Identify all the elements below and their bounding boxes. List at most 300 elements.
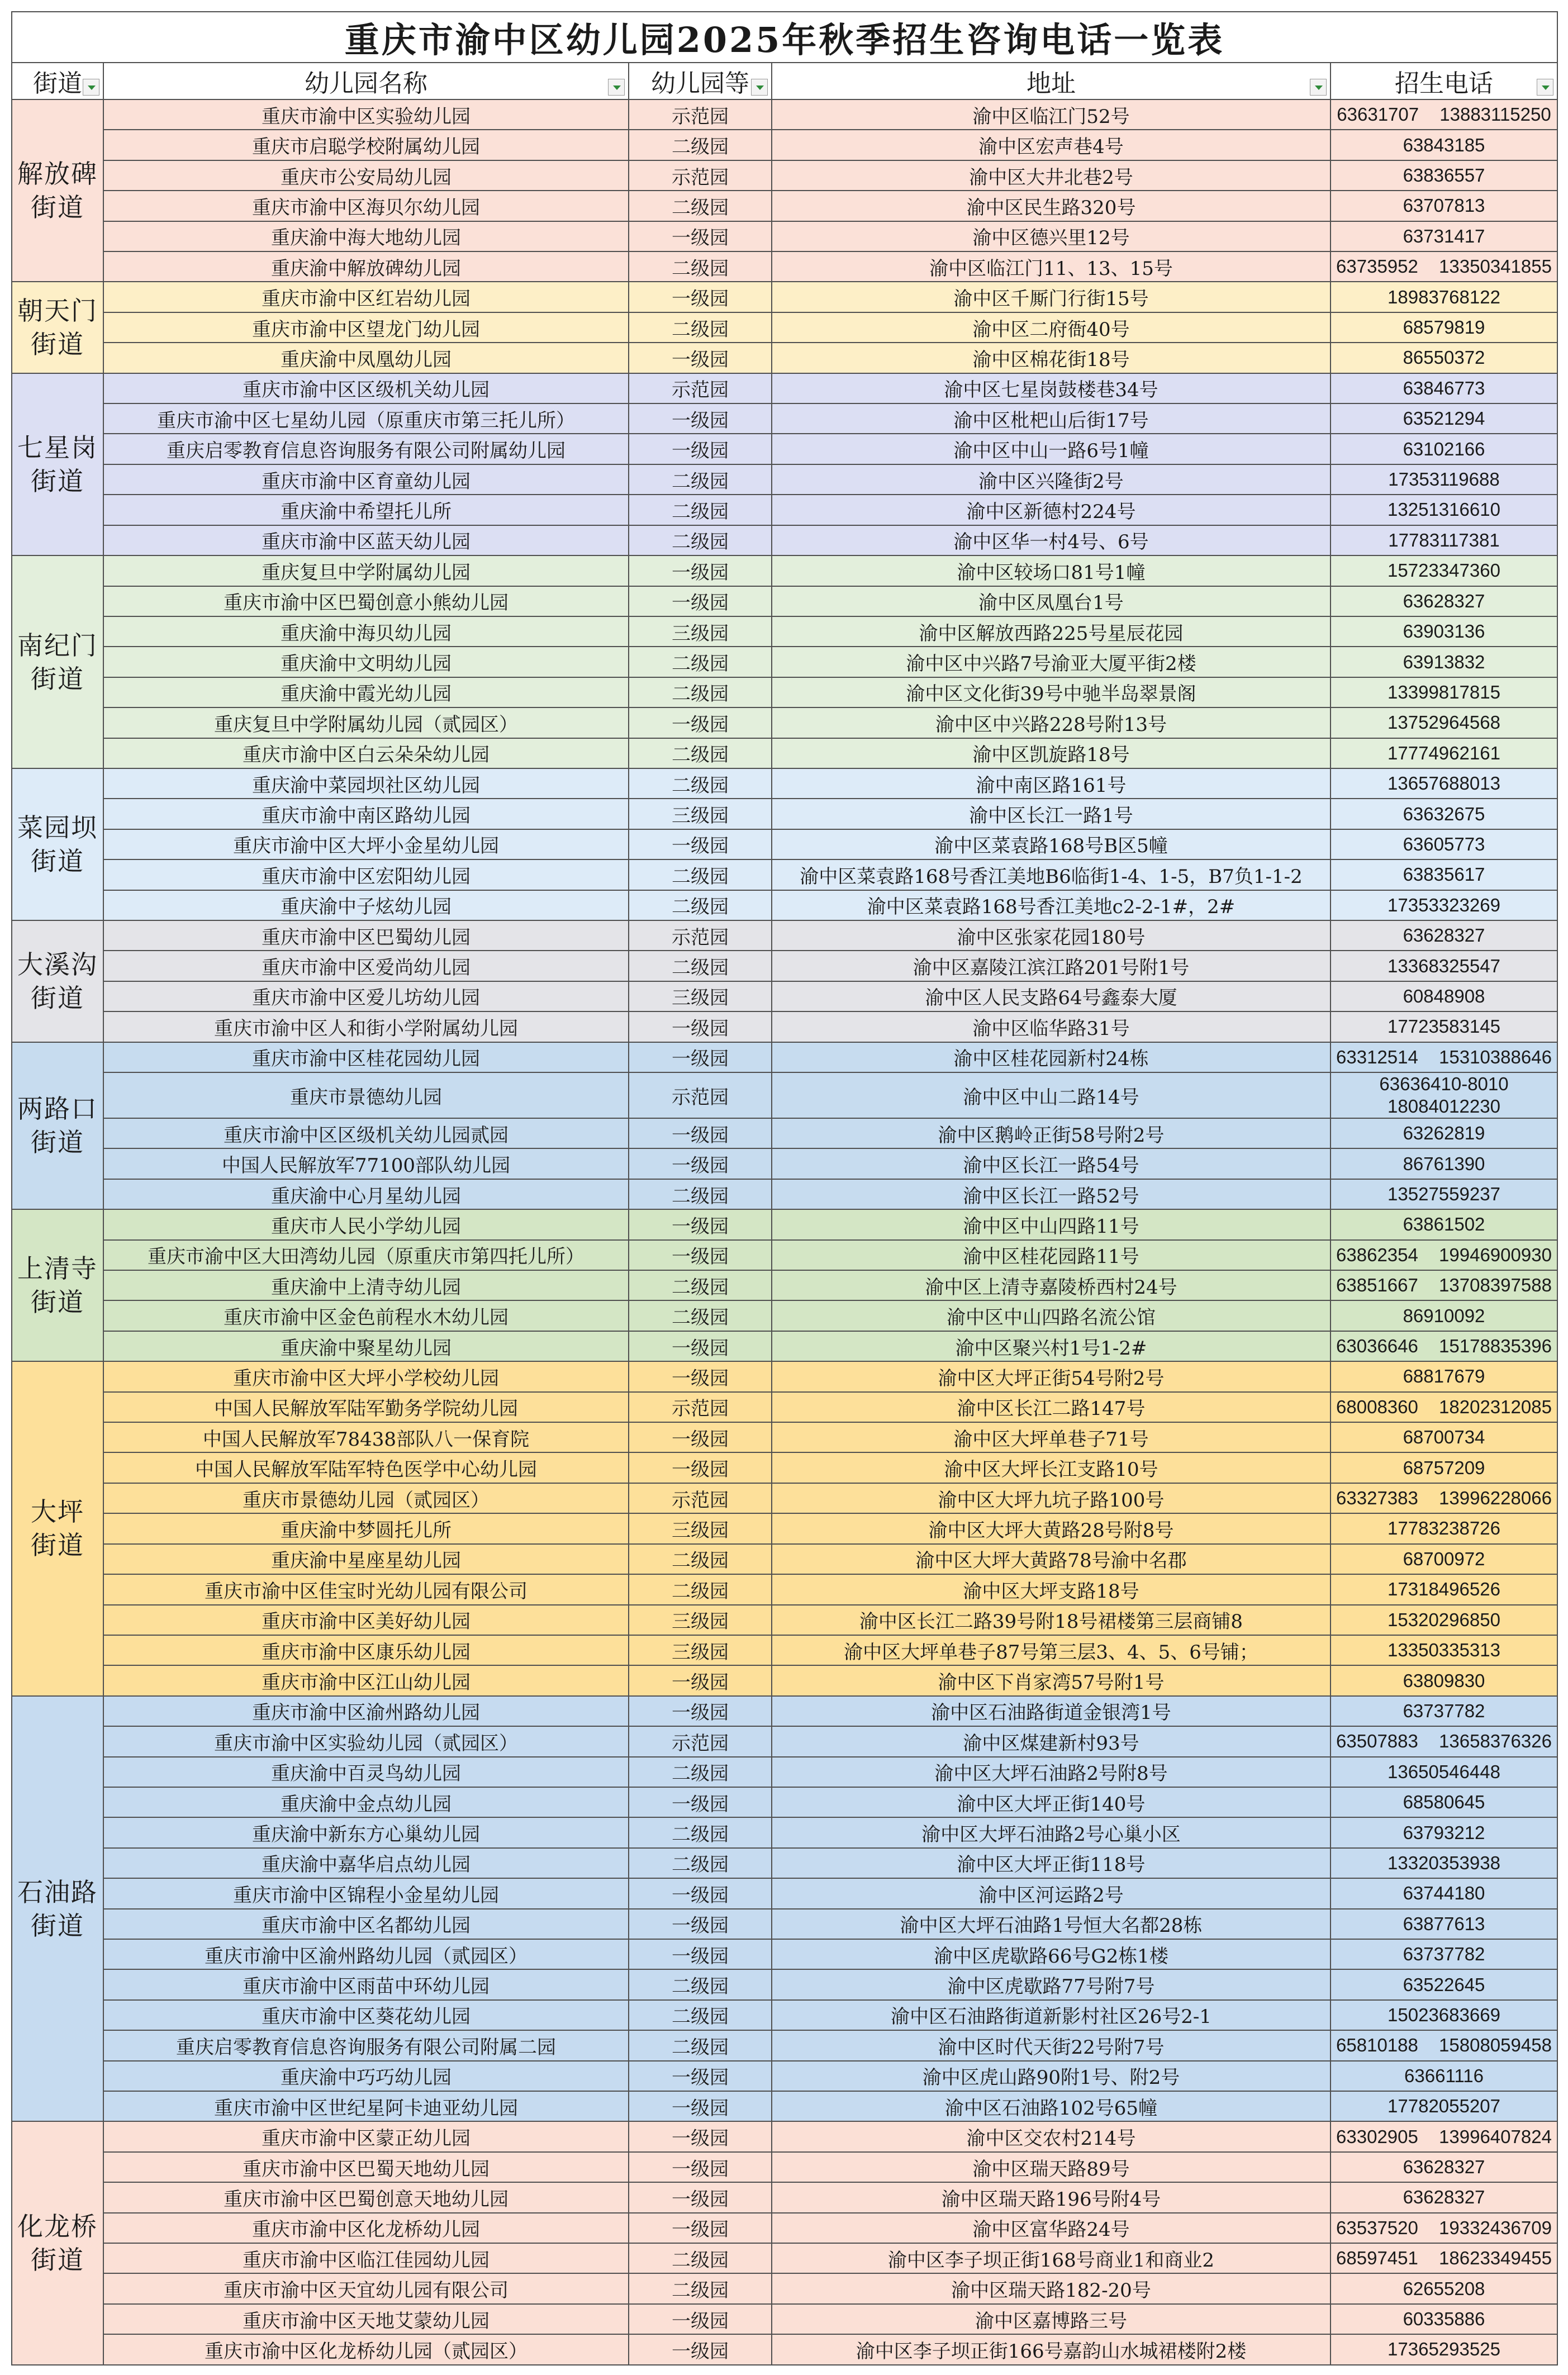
phone-cell[interactable]: 13399817815: [1331, 677, 1557, 707]
address-cell[interactable]: 渝中区解放西路225号星辰花园: [772, 616, 1331, 647]
address-cell[interactable]: 渝中区时代天街22号附7号: [772, 2030, 1331, 2060]
kindergarten-name-cell[interactable]: 重庆渝中霞光幼儿园: [103, 677, 629, 707]
address-cell[interactable]: 渝中区大坪石油路1号恒大名都28栋: [772, 1909, 1331, 1939]
kindergarten-name-cell[interactable]: 重庆渝中海贝幼儿园: [103, 616, 629, 647]
street-cell[interactable]: 大溪沟 街道: [12, 920, 103, 1042]
kindergarten-name-cell[interactable]: 重庆启零教育信息咨询服务有限公司附属二园: [103, 2030, 629, 2060]
kindergarten-name-cell[interactable]: 重庆市渝中区渝州路幼儿园（贰园区）: [103, 1939, 629, 1969]
level-cell[interactable]: 二级园: [629, 738, 772, 768]
street-cell[interactable]: 上清寺 街道: [12, 1209, 103, 1361]
address-cell[interactable]: 渝中区民生路320号: [772, 191, 1331, 221]
address-cell[interactable]: 渝中区大坪石油路2号附8号: [772, 1757, 1331, 1787]
level-cell[interactable]: 一级园: [629, 2121, 772, 2151]
address-cell[interactable]: 渝中区菜袁路168号香江美地c2-2-1#，2#: [772, 890, 1331, 920]
phone-cell[interactable]: 63302905 13996407824: [1331, 2121, 1557, 2151]
phone-cell[interactable]: 86910092: [1331, 1300, 1557, 1331]
address-cell[interactable]: 渝中区新德村224号: [772, 495, 1331, 525]
address-cell[interactable]: 渝中区嘉陵江滨江路201号附1号: [772, 951, 1331, 981]
level-cell[interactable]: 二级园: [629, 1757, 772, 1787]
phone-cell[interactable]: 63507883 13658376326: [1331, 1726, 1557, 1756]
street-cell[interactable]: 石油路 街道: [12, 1696, 103, 2122]
phone-cell[interactable]: 63327383 13996228066: [1331, 1483, 1557, 1513]
kindergarten-name-cell[interactable]: 重庆市景德幼儿园: [103, 1072, 629, 1118]
level-cell[interactable]: 一级园: [629, 829, 772, 859]
level-cell[interactable]: 二级园: [629, 1969, 772, 1999]
kindergarten-name-cell[interactable]: 重庆市渝中区爱儿坊幼儿园: [103, 981, 629, 1011]
kindergarten-name-cell[interactable]: 重庆启零教育信息咨询服务有限公司附属幼儿园: [103, 434, 629, 464]
street-cell[interactable]: 大坪 街道: [12, 1361, 103, 1695]
address-cell[interactable]: 渝中区瑞天路89号: [772, 2152, 1331, 2182]
level-cell[interactable]: 一级园: [629, 1422, 772, 1452]
level-cell[interactable]: 一级园: [629, 1011, 772, 1042]
kindergarten-name-cell[interactable]: 重庆市人民小学幼儿园: [103, 1209, 629, 1239]
kindergarten-name-cell[interactable]: 重庆渝中菜园坝社区幼儿园: [103, 768, 629, 799]
phone-cell[interactable]: 63605773: [1331, 829, 1557, 859]
address-cell[interactable]: 渝中区虎歇路77号附7号: [772, 1969, 1331, 1999]
phone-cell[interactable]: 17353323269: [1331, 890, 1557, 920]
address-cell[interactable]: 渝中区长江一路52号: [772, 1179, 1331, 1209]
phone-cell[interactable]: 13320353938: [1331, 1848, 1557, 1878]
level-cell[interactable]: 二级园: [629, 495, 772, 525]
kindergarten-name-cell[interactable]: 重庆市渝中区宏阳幼儿园: [103, 859, 629, 890]
phone-cell[interactable]: 68700734: [1331, 1422, 1557, 1452]
phone-cell[interactable]: 63846773: [1331, 373, 1557, 403]
phone-cell[interactable]: 86761390: [1331, 1148, 1557, 1179]
level-cell[interactable]: 一级园: [629, 2061, 772, 2091]
level-cell[interactable]: 一级园: [629, 1240, 772, 1270]
kindergarten-name-cell[interactable]: 重庆市渝中区白云朵朵幼儿园: [103, 738, 629, 768]
level-cell[interactable]: 一级园: [629, 1909, 772, 1939]
address-cell[interactable]: 渝中区桂花园路11号: [772, 1240, 1331, 1270]
kindergarten-name-cell[interactable]: 重庆市公安局幼儿园: [103, 160, 629, 191]
address-cell[interactable]: 渝中区千厮门行街15号: [772, 282, 1331, 312]
street-cell[interactable]: 南纪门 街道: [12, 555, 103, 768]
phone-cell[interactable]: 63628327: [1331, 2182, 1557, 2212]
level-cell[interactable]: 一级园: [629, 1696, 772, 1726]
address-cell[interactable]: 渝中区宏声巷4号: [772, 130, 1331, 160]
address-cell[interactable]: 渝中区长江二路147号: [772, 1392, 1331, 1422]
phone-cell[interactable]: 63913832: [1331, 647, 1557, 677]
level-cell[interactable]: 二级园: [629, 2030, 772, 2060]
level-cell[interactable]: 三级园: [629, 1513, 772, 1543]
kindergarten-name-cell[interactable]: 重庆市渝中区江山幼儿园: [103, 1665, 629, 1695]
phone-cell[interactable]: 17782055207: [1331, 2091, 1557, 2121]
level-cell[interactable]: 三级园: [629, 1635, 772, 1665]
column-header-street[interactable]: [12, 63, 103, 99]
level-cell[interactable]: 三级园: [629, 799, 772, 829]
phone-cell[interactable]: 63737782: [1331, 1696, 1557, 1726]
kindergarten-name-cell[interactable]: 重庆市渝中区巴蜀创意小熊幼儿园: [103, 586, 629, 616]
phone-cell[interactable]: 63843185: [1331, 130, 1557, 160]
phone-cell[interactable]: 63735952 13350341855: [1331, 251, 1557, 282]
level-cell[interactable]: 一级园: [629, 403, 772, 434]
address-cell[interactable]: 渝中区李子坝正街168号商业1和商业2: [772, 2243, 1331, 2273]
kindergarten-name-cell[interactable]: 重庆渝中巧巧幼儿园: [103, 2061, 629, 2091]
street-cell[interactable]: 菜园坝 街道: [12, 768, 103, 920]
phone-cell[interactable]: 17365293525: [1331, 2334, 1557, 2364]
street-cell[interactable]: 七星岗 街道: [12, 373, 103, 555]
level-cell[interactable]: 二级园: [629, 1270, 772, 1300]
level-cell[interactable]: 示范园: [629, 1072, 772, 1118]
address-cell[interactable]: 渝中区二府衙40号: [772, 312, 1331, 343]
address-cell[interactable]: 渝中区德兴里12号: [772, 221, 1331, 251]
phone-cell[interactable]: 63628327: [1331, 920, 1557, 951]
level-cell[interactable]: 示范园: [629, 1726, 772, 1756]
kindergarten-name-cell[interactable]: 重庆市渝中区天地艾蒙幼儿园: [103, 2304, 629, 2334]
kindergarten-name-cell[interactable]: 重庆市景德幼儿园（贰园区）: [103, 1483, 629, 1513]
address-cell[interactable]: 渝中区中山一路6号1幢: [772, 434, 1331, 464]
kindergarten-name-cell[interactable]: 重庆渝中凤凰幼儿园: [103, 343, 629, 373]
kindergarten-name-cell[interactable]: 中国人民解放军77100部队幼儿园: [103, 1148, 629, 1179]
kindergarten-name-cell[interactable]: 中国人民解放军78438部队八一保育院: [103, 1422, 629, 1452]
address-cell[interactable]: 渝中区大坪长江支路10号: [772, 1452, 1331, 1483]
kindergarten-name-cell[interactable]: 重庆渝中金点幼儿园: [103, 1787, 629, 1817]
kindergarten-name-cell[interactable]: 重庆市渝中区雨苗中环幼儿园: [103, 1969, 629, 1999]
kindergarten-name-cell[interactable]: 重庆市启聪学校附属幼儿园: [103, 130, 629, 160]
level-cell[interactable]: 二级园: [629, 2243, 772, 2273]
phone-cell[interactable]: 15023683669: [1331, 2000, 1557, 2030]
kindergarten-name-cell[interactable]: 重庆市渝中区巴蜀创意天地幼儿园: [103, 2182, 629, 2212]
phone-cell[interactable]: 17318496526: [1331, 1574, 1557, 1604]
kindergarten-name-cell[interactable]: 中国人民解放军陆军勤务学院幼儿园: [103, 1392, 629, 1422]
phone-cell[interactable]: 15320296850: [1331, 1605, 1557, 1635]
kindergarten-name-cell[interactable]: 重庆市渝中区锦程小金星幼儿园: [103, 1878, 629, 1908]
address-cell[interactable]: 渝中区中兴路228号附13号: [772, 707, 1331, 738]
kindergarten-name-cell[interactable]: 重庆渝中聚星幼儿园: [103, 1331, 629, 1361]
address-cell[interactable]: 渝中区兴隆街2号: [772, 464, 1331, 495]
level-cell[interactable]: 二级园: [629, 768, 772, 799]
address-cell[interactable]: 渝中区七星岗鼓楼巷34号: [772, 373, 1331, 403]
street-cell[interactable]: 朝天门 街道: [12, 282, 103, 373]
address-cell[interactable]: 渝中区中山四路名流公馆: [772, 1300, 1331, 1331]
address-cell[interactable]: 渝中区凤凰台1号: [772, 586, 1331, 616]
phone-cell[interactable]: 63521294: [1331, 403, 1557, 434]
phone-cell[interactable]: 63102166: [1331, 434, 1557, 464]
kindergarten-name-cell[interactable]: 重庆市渝中区大坪小金星幼儿园: [103, 829, 629, 859]
phone-cell[interactable]: 68700972: [1331, 1544, 1557, 1574]
kindergarten-name-cell[interactable]: 重庆渝中上清寺幼儿园: [103, 1270, 629, 1300]
address-cell[interactable]: 渝中区大坪支路18号: [772, 1574, 1331, 1604]
phone-cell[interactable]: 62655208: [1331, 2273, 1557, 2303]
kindergarten-name-cell[interactable]: 重庆渝中新东方心巢幼儿园: [103, 1817, 629, 1847]
address-cell[interactable]: 渝中区张家花园180号: [772, 920, 1331, 951]
phone-cell[interactable]: 68008360 18202312085: [1331, 1392, 1557, 1422]
phone-cell[interactable]: 17723583145: [1331, 1011, 1557, 1042]
phone-cell[interactable]: 63793212: [1331, 1817, 1557, 1847]
address-cell[interactable]: 渝中区较场口81号1幢: [772, 555, 1331, 586]
phone-cell[interactable]: 17783238726: [1331, 1513, 1557, 1543]
phone-cell[interactable]: 63707813: [1331, 191, 1557, 221]
level-cell[interactable]: 一级园: [629, 1452, 772, 1483]
level-cell[interactable]: 三级园: [629, 616, 772, 647]
phone-cell[interactable]: 63851667 13708397588: [1331, 1270, 1557, 1300]
kindergarten-name-cell[interactable]: 重庆市渝中区实验幼儿园: [103, 99, 629, 130]
address-cell[interactable]: 渝中区大坪石油路2号心巢小区: [772, 1817, 1331, 1847]
phone-cell[interactable]: 15723347360: [1331, 555, 1557, 586]
phone-cell[interactable]: 63862354 19946900930: [1331, 1240, 1557, 1270]
kindergarten-name-cell[interactable]: 重庆市渝中区区级机关幼儿园: [103, 373, 629, 403]
kindergarten-name-cell[interactable]: 重庆市渝中区葵花幼儿园: [103, 2000, 629, 2030]
level-cell[interactable]: 二级园: [629, 890, 772, 920]
address-cell[interactable]: 渝中区大坪单巷子71号: [772, 1422, 1331, 1452]
level-cell[interactable]: 一级园: [629, 1042, 772, 1072]
address-cell[interactable]: 渝中区长江二路39号附18号裙楼第三层商铺8: [772, 1605, 1331, 1635]
phone-cell[interactable]: 63836557: [1331, 160, 1557, 191]
address-cell[interactable]: 渝中区下肖家湾57号附1号: [772, 1665, 1331, 1695]
address-cell[interactable]: 渝中区石油路街道新影村社区26号2-1: [772, 2000, 1331, 2030]
level-cell[interactable]: 一级园: [629, 221, 772, 251]
level-cell[interactable]: 二级园: [629, 130, 772, 160]
address-cell[interactable]: 渝中区菜袁路168号香江美地B6临街1-4、1-5，B7负1-1-2: [772, 859, 1331, 890]
phone-cell[interactable]: 68597451 18623349455: [1331, 2243, 1557, 2273]
kindergarten-name-cell[interactable]: 重庆市渝中区临江佳园幼儿园: [103, 2243, 629, 2273]
level-cell[interactable]: 一级园: [629, 1787, 772, 1817]
kindergarten-name-cell[interactable]: 重庆复旦中学附属幼儿园（贰园区）: [103, 707, 629, 738]
level-cell[interactable]: 二级园: [629, 1179, 772, 1209]
kindergarten-name-cell[interactable]: 重庆市渝中区爱尚幼儿园: [103, 951, 629, 981]
kindergarten-name-cell[interactable]: 重庆市渝中区七星幼儿园（原重庆市第三托儿所）: [103, 403, 629, 434]
kindergarten-name-cell[interactable]: 重庆市渝中区化龙桥幼儿园（贰园区）: [103, 2334, 629, 2364]
level-cell[interactable]: 示范园: [629, 1392, 772, 1422]
address-cell[interactable]: 渝中区大坪单巷子87号第三层3、4、5、6号铺；: [772, 1635, 1331, 1665]
filter-dropdown-icon[interactable]: [608, 79, 625, 96]
phone-cell[interactable]: 13752964568: [1331, 707, 1557, 738]
level-cell[interactable]: 一级园: [629, 434, 772, 464]
address-cell[interactable]: 渝中区人民支路64号鑫泰大厦: [772, 981, 1331, 1011]
phone-cell[interactable]: 63632675: [1331, 799, 1557, 829]
phone-cell[interactable]: 63861502: [1331, 1209, 1557, 1239]
phone-cell[interactable]: 68579819: [1331, 312, 1557, 343]
kindergarten-name-cell[interactable]: 重庆渝中梦圆托儿所: [103, 1513, 629, 1543]
address-cell[interactable]: 渝中区富华路24号: [772, 2213, 1331, 2243]
address-cell[interactable]: 渝中区大坪正街54号附2号: [772, 1361, 1331, 1391]
address-cell[interactable]: 渝中区大坪大黄路78号渝中名郡: [772, 1544, 1331, 1574]
address-cell[interactable]: 渝中区临江门52号: [772, 99, 1331, 130]
level-cell[interactable]: 二级园: [629, 2273, 772, 2303]
column-header-phone[interactable]: [1331, 63, 1557, 99]
column-header-name[interactable]: [103, 63, 629, 99]
kindergarten-name-cell[interactable]: 重庆渝中百灵鸟幼儿园: [103, 1757, 629, 1787]
phone-cell[interactable]: 13251316610: [1331, 495, 1557, 525]
kindergarten-name-cell[interactable]: 重庆渝中子炫幼儿园: [103, 890, 629, 920]
kindergarten-name-cell[interactable]: 重庆市渝中区望龙门幼儿园: [103, 312, 629, 343]
level-cell[interactable]: 二级园: [629, 1544, 772, 1574]
kindergarten-name-cell[interactable]: 重庆市渝中区大坪小学校幼儿园: [103, 1361, 629, 1391]
address-cell[interactable]: 渝中区石油路102号65幢: [772, 2091, 1331, 2121]
address-cell[interactable]: 渝中区虎歇路66号G2栋1楼: [772, 1939, 1331, 1969]
kindergarten-name-cell[interactable]: 重庆市渝中区大田湾幼儿园（原重庆市第四托儿所）: [103, 1240, 629, 1270]
phone-cell[interactable]: 68580645: [1331, 1787, 1557, 1817]
kindergarten-name-cell[interactable]: 中国人民解放军陆军特色医学中心幼儿园: [103, 1452, 629, 1483]
phone-cell[interactable]: 63628327: [1331, 586, 1557, 616]
level-cell[interactable]: 一级园: [629, 2304, 772, 2334]
kindergarten-name-cell[interactable]: 重庆市渝中区世纪星阿卡迪亚幼儿园: [103, 2091, 629, 2121]
phone-cell[interactable]: 13350335313: [1331, 1635, 1557, 1665]
kindergarten-name-cell[interactable]: 重庆市渝中区康乐幼儿园: [103, 1635, 629, 1665]
kindergarten-name-cell[interactable]: 重庆渝中解放碑幼儿园: [103, 251, 629, 282]
kindergarten-name-cell[interactable]: 重庆市渝中区名都幼儿园: [103, 1909, 629, 1939]
kindergarten-name-cell[interactable]: 重庆渝中希望托儿所: [103, 495, 629, 525]
phone-cell[interactable]: 63737782: [1331, 1939, 1557, 1969]
kindergarten-name-cell[interactable]: 重庆市渝中区海贝尔幼儿园: [103, 191, 629, 221]
kindergarten-name-cell[interactable]: 重庆渝中海大地幼儿园: [103, 221, 629, 251]
level-cell[interactable]: 二级园: [629, 1574, 772, 1604]
level-cell[interactable]: 一级园: [629, 555, 772, 586]
address-cell[interactable]: 渝中区文化街39号中驰半岛翠景阁: [772, 677, 1331, 707]
phone-cell[interactable]: 17774962161: [1331, 738, 1557, 768]
level-cell[interactable]: 二级园: [629, 251, 772, 282]
phone-cell[interactable]: 65810188 15808059458: [1331, 2030, 1557, 2060]
kindergarten-name-cell[interactable]: 重庆市渝中区育童幼儿园: [103, 464, 629, 495]
address-cell[interactable]: 渝中区大坪正街118号: [772, 1848, 1331, 1878]
address-cell[interactable]: 渝中区长江一路54号: [772, 1148, 1331, 1179]
address-cell[interactable]: 渝中区长江一路1号: [772, 799, 1331, 829]
filter-dropdown-icon[interactable]: [83, 79, 99, 96]
street-cell[interactable]: 两路口 街道: [12, 1042, 103, 1210]
level-cell[interactable]: 二级园: [629, 312, 772, 343]
phone-cell[interactable]: 63661116: [1331, 2061, 1557, 2091]
level-cell[interactable]: 一级园: [629, 2152, 772, 2182]
kindergarten-name-cell[interactable]: 重庆市渝中区金色前程水木幼儿园: [103, 1300, 629, 1331]
kindergarten-name-cell[interactable]: 重庆市渝中区巴蜀天地幼儿园: [103, 2152, 629, 2182]
filter-dropdown-icon[interactable]: [1537, 79, 1553, 96]
phone-cell[interactable]: 63262819: [1331, 1118, 1557, 1148]
kindergarten-name-cell[interactable]: 重庆市渝中区蒙正幼儿园: [103, 2121, 629, 2151]
level-cell[interactable]: 一级园: [629, 1209, 772, 1239]
level-cell[interactable]: 示范园: [629, 160, 772, 191]
level-cell[interactable]: 示范园: [629, 373, 772, 403]
level-cell[interactable]: 二级园: [629, 2000, 772, 2030]
phone-cell[interactable]: 13527559237: [1331, 1179, 1557, 1209]
level-cell[interactable]: 三级园: [629, 1605, 772, 1635]
phone-cell[interactable]: 63877613: [1331, 1909, 1557, 1939]
level-cell[interactable]: 二级园: [629, 647, 772, 677]
column-header-address[interactable]: [772, 63, 1331, 99]
phone-cell[interactable]: 63312514 15310388646: [1331, 1042, 1557, 1072]
phone-cell[interactable]: 18983768122: [1331, 282, 1557, 312]
phone-cell[interactable]: 63809830: [1331, 1665, 1557, 1695]
address-cell[interactable]: 渝中区大坪九坑子路100号: [772, 1483, 1331, 1513]
address-cell[interactable]: 渝中区棉花街18号: [772, 343, 1331, 373]
level-cell[interactable]: 一级园: [629, 2213, 772, 2243]
level-cell[interactable]: 二级园: [629, 859, 772, 890]
address-cell[interactable]: 渝中区中山二路14号: [772, 1072, 1331, 1118]
phone-cell[interactable]: 63522645: [1331, 1969, 1557, 1999]
level-cell[interactable]: 一级园: [629, 343, 772, 373]
phone-cell[interactable]: 13368325547: [1331, 951, 1557, 981]
kindergarten-name-cell[interactable]: 重庆复旦中学附属幼儿园: [103, 555, 629, 586]
address-cell[interactable]: 渝中区凯旋路18号: [772, 738, 1331, 768]
address-cell[interactable]: 渝中区大井北巷2号: [772, 160, 1331, 191]
level-cell[interactable]: 二级园: [629, 525, 772, 555]
address-cell[interactable]: 渝中南区路161号: [772, 768, 1331, 799]
address-cell[interactable]: 渝中区鹅岭正街58号附2号: [772, 1118, 1331, 1148]
phone-cell[interactable]: 60335886: [1331, 2304, 1557, 2334]
kindergarten-name-cell[interactable]: 重庆市渝中区人和街小学附属幼儿园: [103, 1011, 629, 1042]
phone-cell[interactable]: 60848908: [1331, 981, 1557, 1011]
address-cell[interactable]: 渝中区瑞天路196号附4号: [772, 2182, 1331, 2212]
address-cell[interactable]: 渝中区虎山路90附1号、附2号: [772, 2061, 1331, 2091]
address-cell[interactable]: 渝中区中山四路11号: [772, 1209, 1331, 1239]
level-cell[interactable]: 示范园: [629, 99, 772, 130]
kindergarten-name-cell[interactable]: 重庆市渝中区化龙桥幼儿园: [103, 2213, 629, 2243]
address-cell[interactable]: 渝中区石油路街道金银湾1号: [772, 1696, 1331, 1726]
phone-cell[interactable]: [1331, 1072, 1557, 1118]
phone-cell[interactable]: 17353119688: [1331, 464, 1557, 495]
phone-cell[interactable]: 68757209: [1331, 1452, 1557, 1483]
address-cell[interactable]: 渝中区华一村4号、6号: [772, 525, 1331, 555]
kindergarten-name-cell[interactable]: 重庆渝中嘉华启点幼儿园: [103, 1848, 629, 1878]
level-cell[interactable]: 一级园: [629, 1331, 772, 1361]
street-cell[interactable]: 化龙桥 街道: [12, 2121, 103, 2364]
level-cell[interactable]: 示范园: [629, 920, 772, 951]
column-header-level[interactable]: [629, 63, 772, 99]
kindergarten-name-cell[interactable]: 重庆市渝中区实验幼儿园（贰园区）: [103, 1726, 629, 1756]
address-cell[interactable]: 渝中区临华路31号: [772, 1011, 1331, 1042]
level-cell[interactable]: 一级园: [629, 1361, 772, 1391]
address-cell[interactable]: 渝中区桂花园新村24栋: [772, 1042, 1331, 1072]
phone-cell[interactable]: 63036646 15178835396: [1331, 1331, 1557, 1361]
level-cell[interactable]: 一级园: [629, 1118, 772, 1148]
kindergarten-name-cell[interactable]: 重庆市渝中区天宜幼儿园有限公司: [103, 2273, 629, 2303]
phone-cell[interactable]: 63835617: [1331, 859, 1557, 890]
level-cell[interactable]: 一级园: [629, 2091, 772, 2121]
address-cell[interactable]: 渝中区聚兴村1号1-2#: [772, 1331, 1331, 1361]
address-cell[interactable]: 渝中区河运路2号: [772, 1878, 1331, 1908]
address-cell[interactable]: 渝中区中兴路7号渝亚大厦平街2楼: [772, 647, 1331, 677]
phone-cell[interactable]: 63628327: [1331, 2152, 1557, 2182]
kindergarten-name-cell[interactable]: 重庆市渝中区蓝天幼儿园: [103, 525, 629, 555]
street-cell[interactable]: 解放碑 街道: [12, 99, 103, 282]
level-cell[interactable]: 二级园: [629, 1817, 772, 1847]
level-cell[interactable]: 二级园: [629, 464, 772, 495]
kindergarten-name-cell[interactable]: 重庆渝中心月星幼儿园: [103, 1179, 629, 1209]
address-cell[interactable]: 渝中区大坪正街140号: [772, 1787, 1331, 1817]
kindergarten-name-cell[interactable]: 重庆市渝中区渝州路幼儿园: [103, 1696, 629, 1726]
level-cell[interactable]: 一级园: [629, 1665, 772, 1695]
level-cell[interactable]: 示范园: [629, 1483, 772, 1513]
level-cell[interactable]: 一级园: [629, 1148, 772, 1179]
kindergarten-name-cell[interactable]: 重庆市渝中南区路幼儿园: [103, 799, 629, 829]
level-cell[interactable]: 一级园: [629, 282, 772, 312]
level-cell[interactable]: 一级园: [629, 1878, 772, 1908]
address-cell[interactable]: 渝中区大坪大黄路28号附8号: [772, 1513, 1331, 1543]
phone-cell[interactable]: 63731417: [1331, 221, 1557, 251]
level-cell[interactable]: 一级园: [629, 1939, 772, 1969]
address-cell[interactable]: 渝中区煤建新村93号: [772, 1726, 1331, 1756]
phone-cell[interactable]: 68817679: [1331, 1361, 1557, 1391]
kindergarten-name-cell[interactable]: 重庆市渝中区区级机关幼儿园贰园: [103, 1118, 629, 1148]
level-cell[interactable]: 一级园: [629, 2182, 772, 2212]
address-cell[interactable]: 渝中区瑞天路182-20号: [772, 2273, 1331, 2303]
filter-dropdown-icon[interactable]: [1310, 79, 1327, 96]
address-cell[interactable]: 渝中区上清寺嘉陵桥西村24号: [772, 1270, 1331, 1300]
address-cell[interactable]: 渝中区枇杷山后街17号: [772, 403, 1331, 434]
kindergarten-name-cell[interactable]: 重庆渝中文明幼儿园: [103, 647, 629, 677]
kindergarten-name-cell[interactable]: 重庆市渝中区佳宝时光幼儿园有限公司: [103, 1574, 629, 1604]
level-cell[interactable]: 二级园: [629, 951, 772, 981]
address-cell[interactable]: 渝中区嘉博路三号: [772, 2304, 1331, 2334]
phone-cell[interactable]: 17783117381: [1331, 525, 1557, 555]
kindergarten-name-cell[interactable]: 重庆渝中星座星幼儿园: [103, 1544, 629, 1574]
phone-cell[interactable]: 63631707 13883115250: [1331, 99, 1557, 130]
level-cell[interactable]: 二级园: [629, 1300, 772, 1331]
level-cell[interactable]: 一级园: [629, 586, 772, 616]
kindergarten-name-cell[interactable]: 重庆市渝中区红岩幼儿园: [103, 282, 629, 312]
phone-cell[interactable]: 63537520 19332436709: [1331, 2213, 1557, 2243]
phone-cell[interactable]: 63744180: [1331, 1878, 1557, 1908]
address-cell[interactable]: 渝中区临江门11、13、15号: [772, 251, 1331, 282]
